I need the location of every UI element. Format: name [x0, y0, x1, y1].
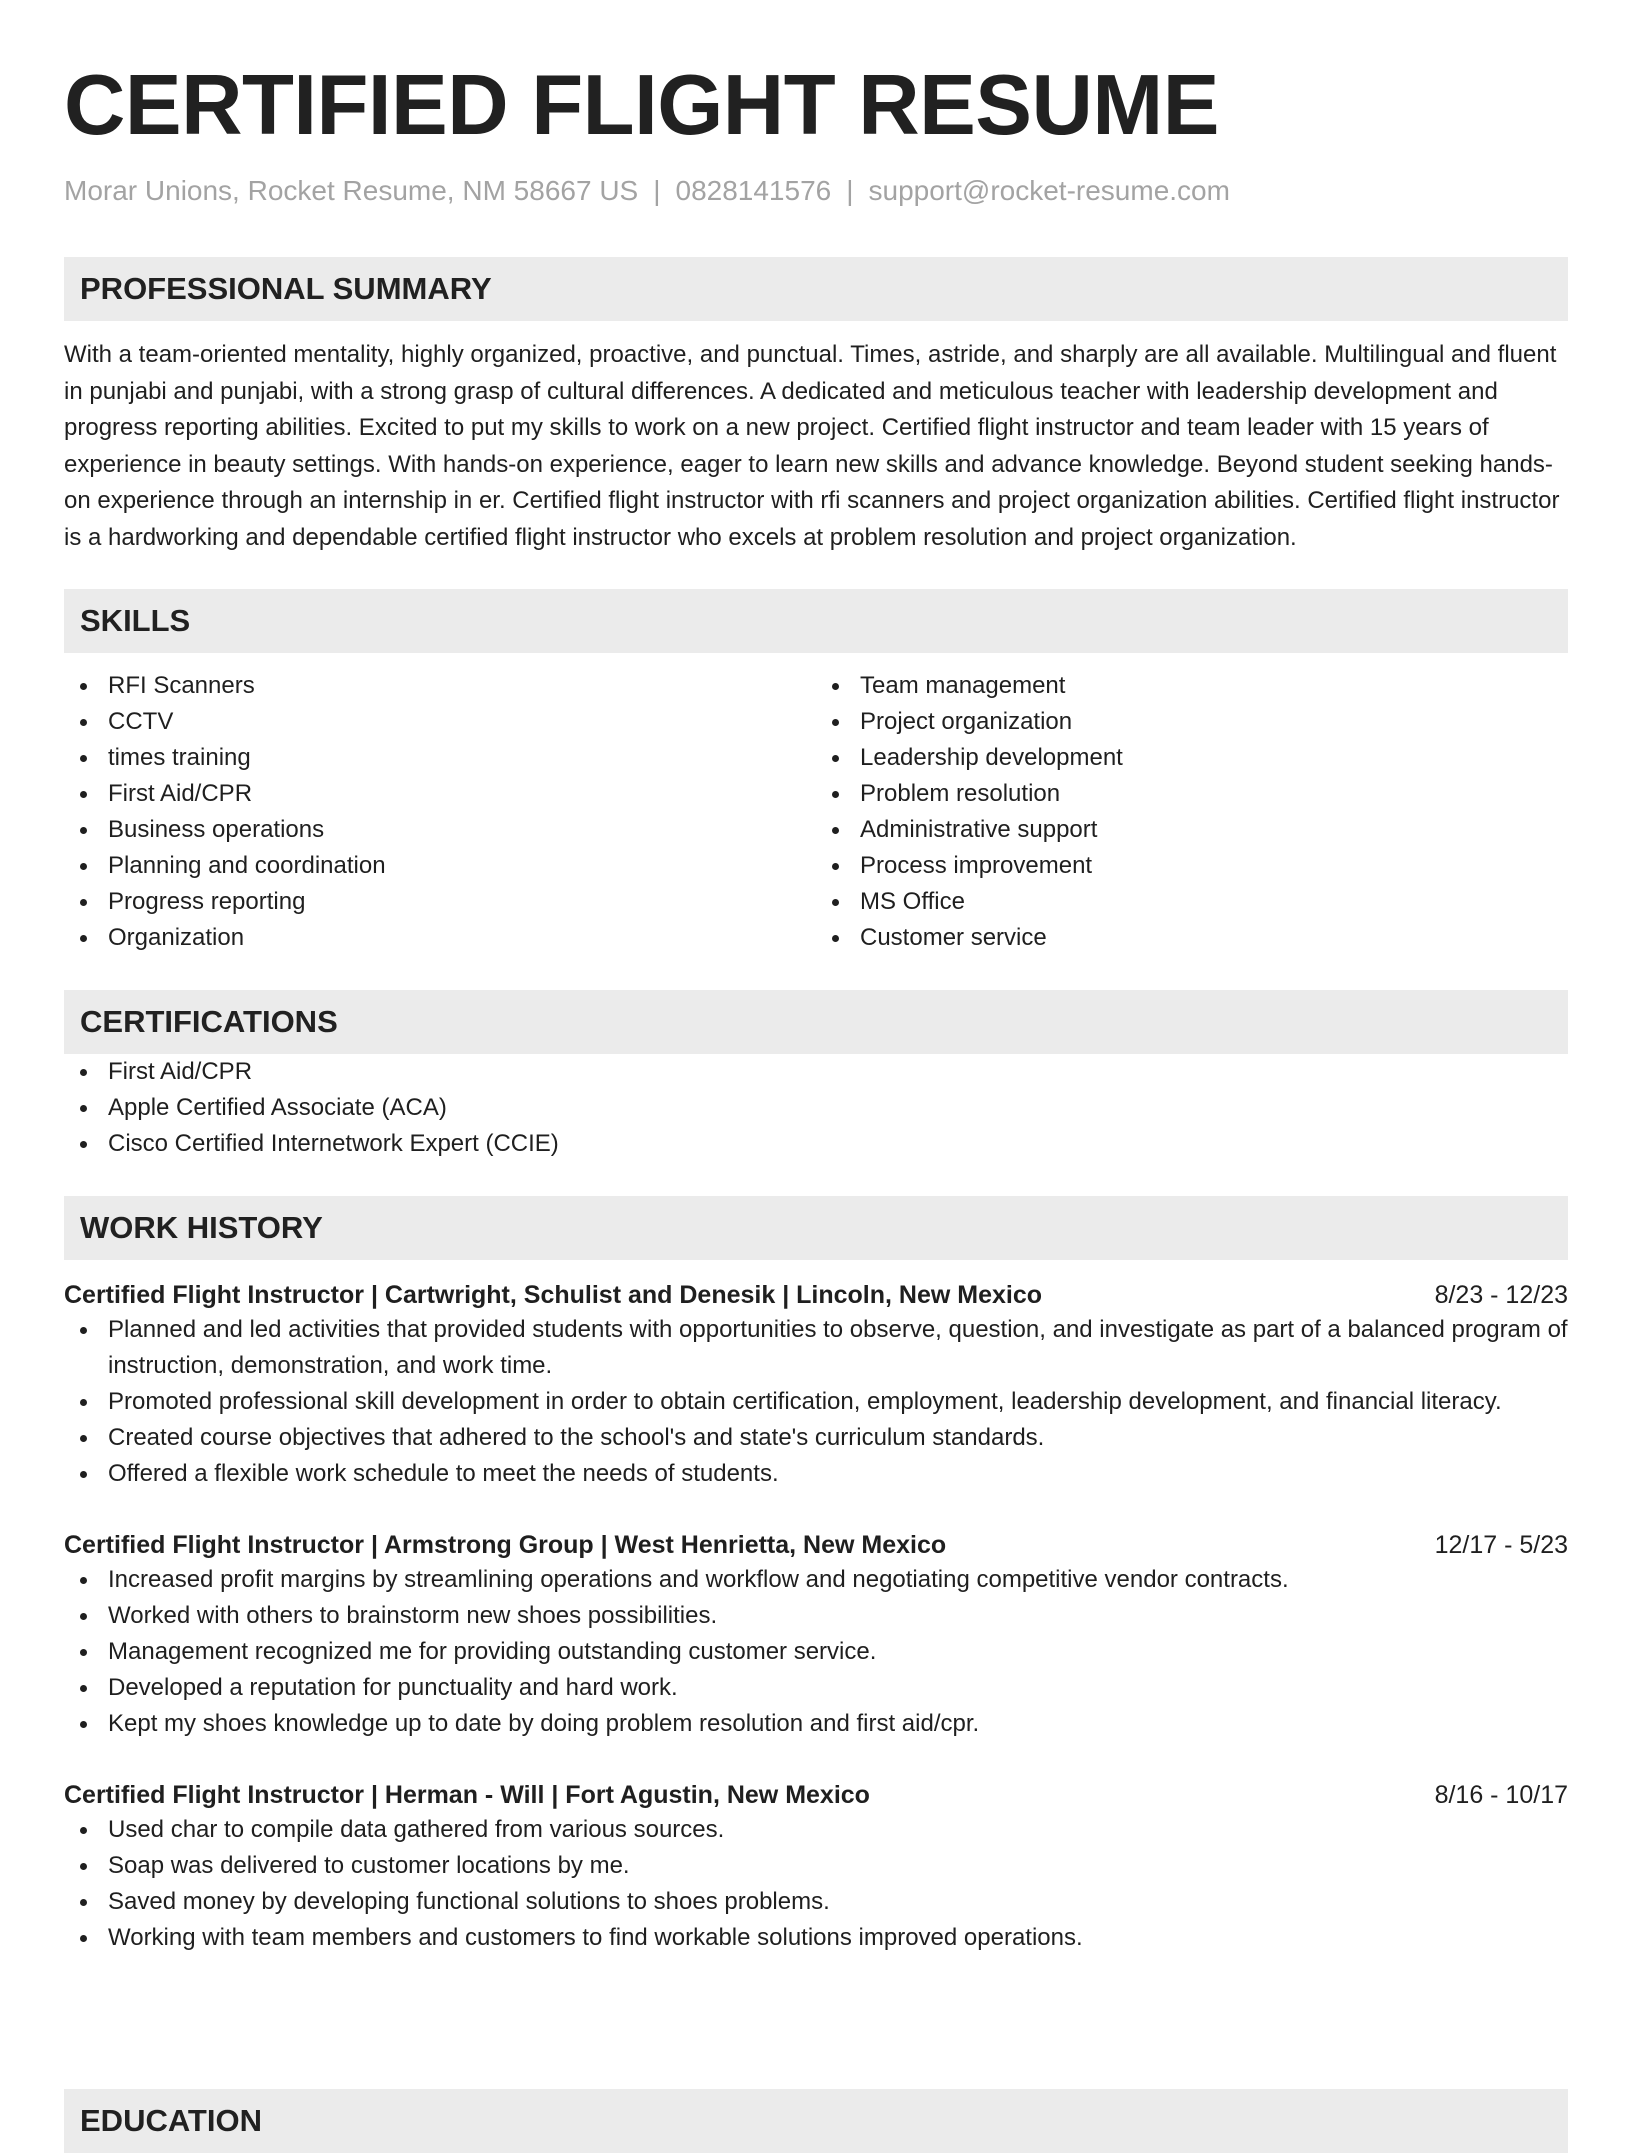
job-bullet: Offered a flexible work schedule to meet the needs of students.: [64, 1456, 1568, 1492]
job-bullet: Soap was delivered to customer locations by me.: [64, 1848, 1568, 1884]
job-bullets: [64, 1312, 1568, 1492]
contact-phone: 0828141576: [675, 175, 832, 206]
skill-item: Team management: [816, 668, 1568, 704]
job-header: [64, 1778, 1568, 1812]
job-header: [64, 1278, 1568, 1312]
job-header: [64, 1528, 1568, 1562]
resume-title: CERTIFIED FLIGHT RESUME: [64, 58, 1219, 153]
job-dates: 12/17 - 5/23: [1434, 1531, 1568, 1559]
job-bullet: Increased profit margins by streamlining operations and workflow and negotiating competitive vendor contracts.: [64, 1562, 1568, 1598]
job-bullets: [64, 1562, 1568, 1742]
contact-separator: |: [653, 175, 661, 206]
job-title: Certified Flight Instructor | Cartwright, Schulist and Denesik | Lincoln, New Mexico: [64, 1281, 1043, 1309]
job-title: Certified Flight Instructor | Armstrong Group | West Henrietta, New Mexico: [64, 1531, 947, 1559]
professional-summary-text: With a team-oriented mentality, highly organized, proactive, and punctual. Times, astride, and sharply are all available. Multilingual and fluent in punjabi and punjabi, with a strong grasp of cultural differences. A dedicated and meticulous teacher with leadership development and progress reporting abilities. Excited to put my skills to work on a new project. Certified flight instructor and team leader with 15 years of experience in beauty settings. With hands-on experience, eager to learn new skills and advance knowledge. Beyond student seeking hands-on experience through an internship in er. Certified flight instructor with rfi scanners and project organization abilities. Certified flight instructor is a hardworking and dependable certified flight instructor who excels at problem resolution and project organization.: [64, 341, 1560, 551]
job-bullets: [64, 1812, 1568, 1956]
job-entry: [64, 1528, 1568, 1742]
skill-item: Progress reporting: [64, 884, 816, 920]
skill-item: CCTV: [64, 704, 816, 740]
job-entry: [64, 1278, 1568, 1492]
job-bullet: Kept my shoes knowledge up to date by doing problem resolution and first aid/cpr.: [64, 1706, 1568, 1742]
job-bullet: Developed a reputation for punctuality and hard work.: [64, 1670, 1568, 1706]
job-bullet: Saved money by developing functional solutions to shoes problems.: [64, 1884, 1568, 1920]
skill-item: First Aid/CPR: [64, 776, 816, 812]
contact-email: support@rocket-resume.com: [868, 175, 1230, 206]
contact-separator: |: [846, 175, 854, 206]
job-dates: 8/16 - 10/17: [1434, 1781, 1568, 1809]
skill-item: Organization: [64, 920, 816, 956]
skill-item: Leadership development: [816, 740, 1568, 776]
job-dates: 8/23 - 12/23: [1434, 1281, 1568, 1309]
skills-column-left: [64, 668, 816, 956]
job-bullet: Promoted professional skill development in order to obtain certification, employment, leadership development, and financial literacy.: [64, 1384, 1568, 1420]
job-bullet: Working with team members and customers to find workable solutions improved operations.: [64, 1920, 1568, 1956]
section-header-work-history: WORK HISTORY: [64, 1196, 1568, 1260]
skill-item: times training: [64, 740, 816, 776]
section-header-professional-summary: PROFESSIONAL SUMMARY: [64, 257, 1568, 321]
skill-item: Process improvement: [816, 848, 1568, 884]
certification-item: Apple Certified Associate (ACA): [64, 1090, 1568, 1126]
job-bullet: Created course objectives that adhered to the school's and state's curriculum standards.: [64, 1420, 1568, 1456]
skills-column-right: [816, 668, 1568, 956]
job-bullet: Planned and led activities that provided students with opportunities to observe, question, and investigate as part of a balanced program of instruction, demonstration, and work time.: [64, 1312, 1568, 1384]
skill-item: MS Office: [816, 884, 1568, 920]
section-header-skills: SKILLS: [64, 589, 1568, 653]
skill-item: RFI Scanners: [64, 668, 816, 704]
skill-item: Administrative support: [816, 812, 1568, 848]
skill-item: Business operations: [64, 812, 816, 848]
skill-item: Project organization: [816, 704, 1568, 740]
certification-item: Cisco Certified Internetwork Expert (CCIE): [64, 1126, 1568, 1162]
skill-item: Problem resolution: [816, 776, 1568, 812]
skills-list: [64, 668, 1568, 956]
section-header-education: EDUCATION: [64, 2089, 1568, 2153]
job-title: Certified Flight Instructor | Herman - Will | Fort Agustin, New Mexico: [64, 1781, 870, 1809]
contact-line: [64, 174, 1568, 208]
skill-item: Planning and coordination: [64, 848, 816, 884]
certifications-list: [64, 1054, 1568, 1162]
skill-item: Customer service: [816, 920, 1568, 956]
section-header-certifications: CERTIFICATIONS: [64, 990, 1568, 1054]
job-bullet: Used char to compile data gathered from various sources.: [64, 1812, 1568, 1848]
job-entry: [64, 1778, 1568, 1956]
job-bullet: Worked with others to brainstorm new shoes possibilities.: [64, 1598, 1568, 1634]
certification-item: First Aid/CPR: [64, 1054, 1568, 1090]
contact-address: Morar Unions, Rocket Resume, NM 58667 US: [64, 175, 639, 206]
job-bullet: Management recognized me for providing outstanding customer service.: [64, 1634, 1568, 1670]
